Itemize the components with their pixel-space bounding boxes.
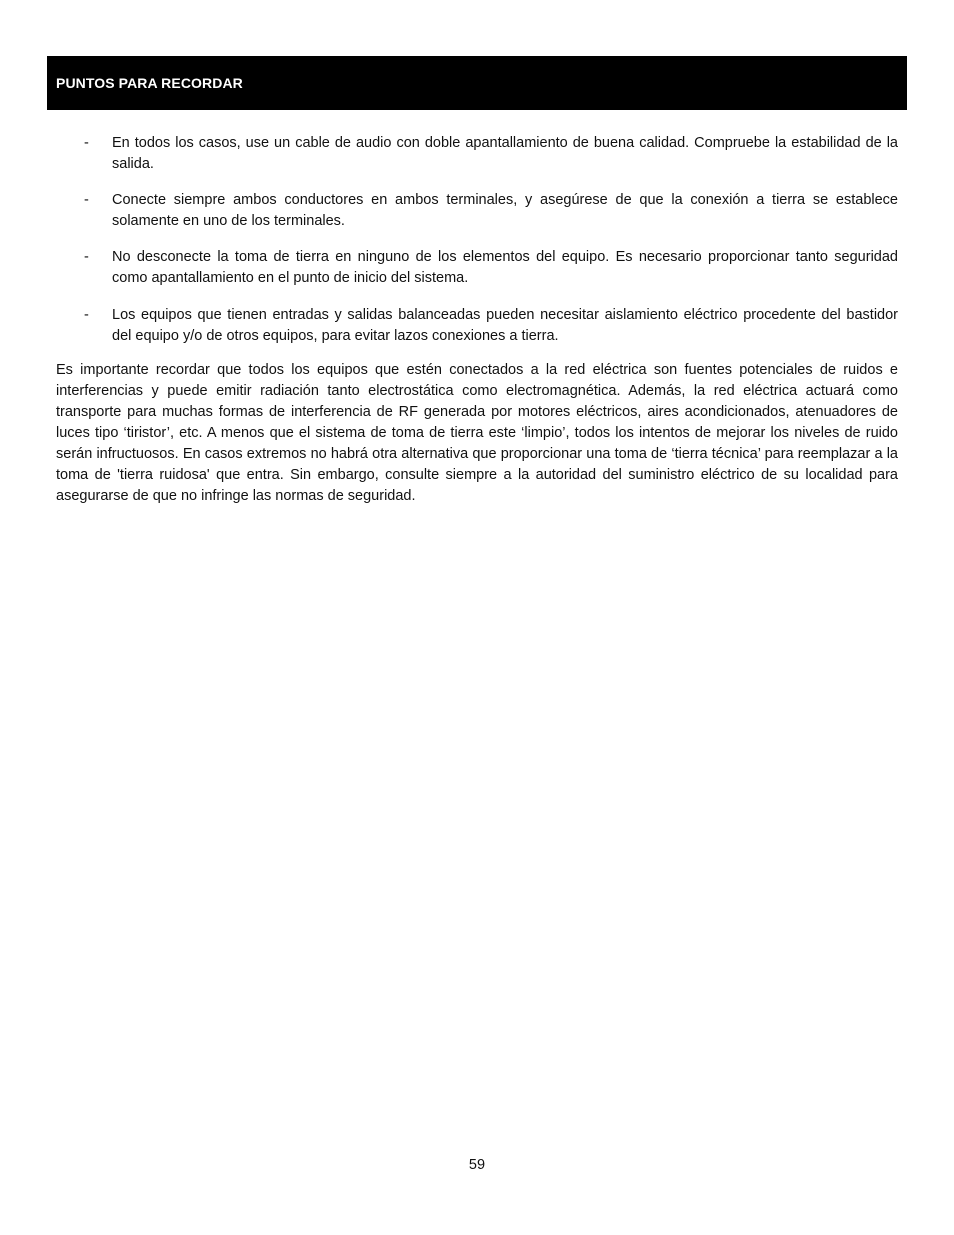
list-item: [56, 190, 898, 232]
bullet-marker: -: [84, 192, 89, 208]
body-paragraph: Es importante recordar que todos los equipos que estén conectados a la red eléctrica son fuentes potenciales de ruidos e interferencias y puede emitir radiación tanto electrostática como electromagnética. Además, la red eléctrica actuará como transporte para muchas formas de interferencia de RF generada por motores eléctricos, aires acondicionados, atenuadores de luces tipo ‘tiristor’, etc. A menos que el sistema de toma de tierra este ‘limpio’, todos los intentos de mejorar los niveles de ruido serán infructuosos. En casos extremos no habrá otra alternativa que proporcionar una toma de ‘tierra técnica’ para reemplazar a la toma de 'tierra ruidosa' que entra. Sin embargo, consulte siempre a la autoridad del suministro eléctrico de su localidad para asegurarse de que no infringe las normas de seguridad.: [56, 362, 898, 504]
section-header-bar: [47, 56, 907, 110]
bullet-text: En todos los casos, use un cable de audio con doble apantallamiento de buena calidad. Compruebe la estabilidad de la salida.: [112, 135, 898, 172]
section-title: PUNTOS PARA RECORDAR: [56, 75, 243, 91]
list-item: [56, 247, 898, 289]
bullet-marker: -: [84, 307, 89, 323]
list-item: [56, 133, 898, 175]
bullet-text: Los equipos que tienen entradas y salidas balanceadas pueden necesitar aislamiento eléctrico procedente del bastidor del equipo y/o de otros equipos, para evitar lazos conexiones a tierra.: [112, 307, 898, 344]
bullet-marker: -: [84, 135, 89, 151]
bullet-text: No desconecte la toma de tierra en ninguno de los elementos del equipo. Es necesario proporcionar tanto seguridad como apantallamiento en el punto de inicio del sistema.: [112, 249, 898, 286]
bullet-marker: -: [84, 249, 89, 265]
bullet-list: [56, 133, 898, 362]
bullet-text: Conecte siempre ambos conductores en ambos terminales, y asegúrese de que la conexión a tierra se establece solamente en uno de los terminales.: [112, 192, 898, 229]
page-number: 59: [468, 1157, 486, 1173]
list-item: [56, 305, 898, 347]
